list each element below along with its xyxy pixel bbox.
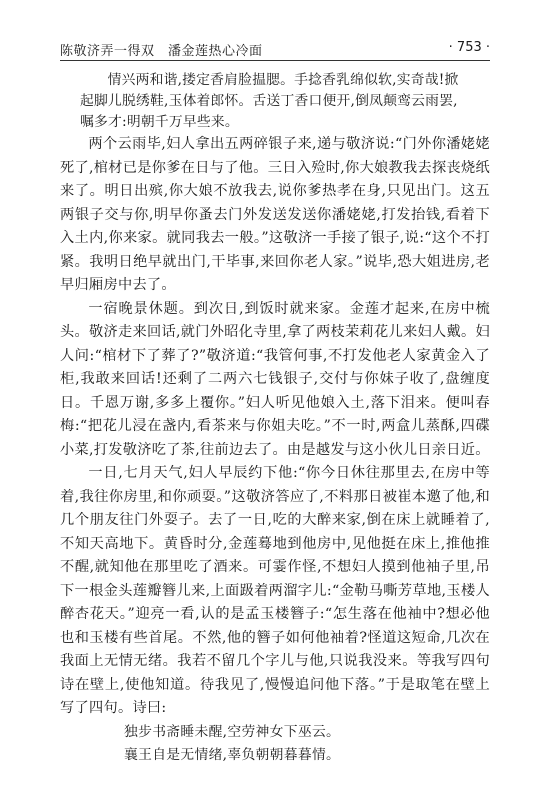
verse-block: [80, 70, 490, 133]
verse-line: 情兴两和谐,搂定香肩脸揾腮。手捻香乳绵似软,实奇哉!掀: [107, 72, 459, 88]
body-paragraph: 一日,七月天气,妇人早辰约下他:“你今日休往那里去,在房中等着,我往你房里,和你顽耍。”这敬济答应了,不料那日被崔本邀了他,和几个朋友往门外耍子。去了一日,吃的大醉来家,倒在床上就睡着了,不知天高地下。黄昏时分,金莲蓦地到他房中,见他挺在床上,推他推不醒,就知他在那里吃了酒来。可霎作怪,不想妇人摸到他袖子里,吊下一根金头莲瓣簪儿来,上面趿着两溜字儿:“金勒马嘶芳草地,玉楼人醉杏花天。”迎亮一看,认的是孟玉楼簪子:“怎生落在他袖中?想必他也和玉楼有些首尾。不然,他的簪子如何他袖着?怪道这短命,几次在我面上无情无绪。我若不留几个字儿与他,只说我没来。等我写四句诗在壁上,使他知道。待我见了,慢慢追问他下落。”于是取笔在壁上写了四句。诗曰:: [60, 465, 490, 716]
body-paragraph: 两个云雨毕,妇人拿出五两碎银子来,递与敬济说:“门外你潘姥姥死了,棺材已是你爹在日与了他。三日入殓时,你大娘教我去探丧烧纸来了。明日出殡,你大娘不放我去,说你爹热孝在身,只见出门。这五两银子交与你,明早你蚤去门外发送发送你潘姥姥,打发抬钱,看着下入土内,你来家。就同我去一般。”这敬济一手接了银子,说:“这个不打紧。我明日绝早就出门,干毕事,来回你老人家。”说毕,恐大姐进房,老早归厢房中去了。: [60, 136, 490, 293]
poem-line: 襄王自是无情绪,辜负朝朝暮暮情。: [124, 746, 341, 763]
page-number: · 753 ·: [448, 40, 490, 55]
verse-line: 嘱多才:明朝千万早些来。: [80, 114, 239, 130]
page-body: [60, 70, 490, 767]
poem: [124, 721, 490, 767]
running-title: 陈敬济弄一得双 潘金莲热心冷面: [60, 44, 263, 59]
running-header: [60, 38, 490, 61]
body-paragraph: 一宿晚景休题。到次日,到饭时就来家。金莲才起来,在房中梳头。敬济走来回话,就门外昭化寺里,拿了两枝茉莉花儿来妇人戴。妇人问:“棺材下了葬了?”敬济道:“我管何事,不打发他老人家黄金入了柜,我敢来回话!还剩了二两六七钱银子,交付与你妹子收了,盘缠度日。千恩万谢,多多上覆你。”妇人听见他娘入土,落下泪来。便叫春梅:“把花儿浸在盏内,看茶来与你姐夫吃。”不一时,两盒儿蒸酥,四碟小菜,打发敬济吃了茶,往前边去了。由是越发与这小伙儿日亲日近。: [60, 300, 490, 458]
verse-line: 起脚儿脱绣鞋,玉体着郎怀。舌送丁香口便开,倒凤颠鸾云雨罢,: [80, 93, 458, 109]
poem-line: 独步书斋睡未醒,空劳神女下巫云。: [124, 723, 341, 740]
